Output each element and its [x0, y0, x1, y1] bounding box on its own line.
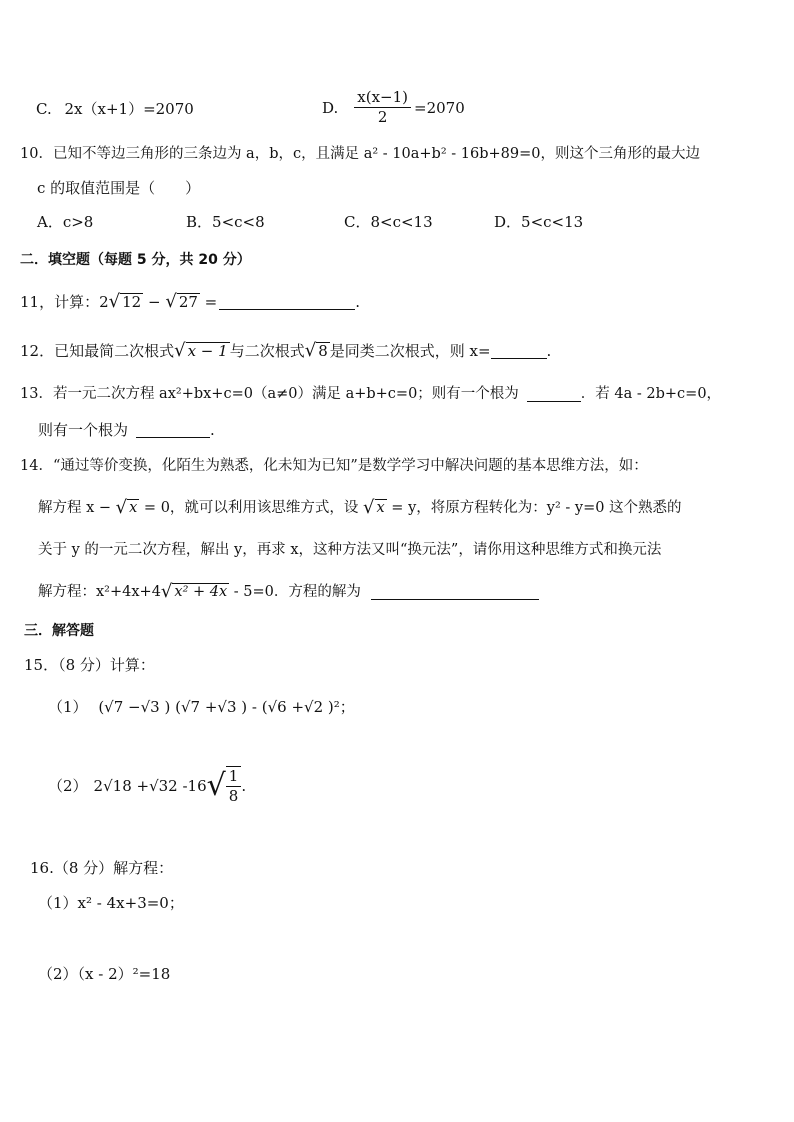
q14-line2-a: 解方程 x − [38, 500, 116, 516]
q14-line2-c: = y，将原方程转化为：y² - y=0 这个熟悉的 [386, 500, 682, 516]
q14-line4-b: - 5=0．方程的解为 [229, 584, 361, 600]
q12-end: . [546, 342, 552, 360]
q15-part2-expr: 2√18 +√32 -16 [93, 777, 207, 795]
q12-radicand-1: x − 1 [187, 342, 228, 360]
q9-option-d-denominator: 2 [377, 108, 388, 126]
q11-end: . [355, 293, 361, 311]
q14-line2-radical-1: √ x [115, 497, 138, 518]
q10-option-c: C．8<c<13 [344, 213, 433, 231]
q14-line2-radical-2: √ x [363, 497, 385, 518]
q10-option-a: A．c>8 [37, 213, 94, 231]
q13-line2-end: . [210, 421, 215, 439]
q10-option-d: D．5<c<13 [494, 213, 584, 231]
q9-option-d [322, 88, 465, 127]
q9-option-c-label: C. [36, 100, 52, 118]
q14-answer-blank[interactable] [371, 585, 539, 600]
q9-option-d-numerator: x(x−1) [354, 88, 411, 108]
q11-prefix: 11，计算： [20, 293, 100, 311]
q9-option-c [36, 99, 194, 119]
q11 [20, 292, 360, 312]
q14-line1: 14．“通过等价变换，化陌生为熟悉，化未知为已知”是数学学习中解决问题的基本思维方法，如： [20, 458, 648, 474]
q14-line4-radicand: x² + 4x [174, 584, 228, 600]
q10-line2: c 的取值范围是（ ） [37, 179, 201, 197]
q11-coef: 2 [99, 293, 109, 311]
q14-line2-radicand-1: x [129, 500, 138, 516]
q10-option-b: B．5<c<8 [186, 213, 265, 231]
section-2-heading: 二．填空题（每题 5 分，共 20 分） [20, 252, 251, 268]
q13-line1-text: 13．若一元二次方程 ax²+bx+c=0（a≠0）满足 a+b+c=0；则有一个根为 [20, 386, 519, 402]
q13-line1-tail: ．若 4a - 2b+c=0， [580, 386, 722, 402]
q11-radicand-1: 12 [122, 293, 142, 311]
q11-radical-1: √ 12 [108, 291, 142, 312]
q14-line2-b: = 0，就可以利用该思维方式，设 [139, 500, 364, 516]
q14-line4-a: 解方程：x²+4x+4 [38, 584, 161, 600]
q15-part2 [48, 766, 246, 806]
q12 [20, 341, 551, 361]
q12-radical-2: √ 8 [304, 340, 328, 361]
q11-minus: − [143, 293, 166, 311]
q11-answer-blank[interactable] [219, 295, 355, 310]
q15-title: 15．（8 分）计算： [24, 656, 155, 674]
q9-option-d-fraction [354, 88, 411, 127]
q14-line2 [38, 498, 682, 518]
q15-part1-expr: (√7 −√3 ) (√7 +√3 ) - (√6 +√2 )²； [98, 698, 355, 716]
q13-line2-text: 则有一个根为 [38, 421, 129, 439]
q12-answer-blank[interactable] [491, 344, 547, 359]
q14-line3: 关于 y 的一元二次方程，解出 y，再求 x，这种方法又叫“换元法”，请你用这种思维方式和换元法 [38, 542, 662, 558]
q11-radical-2: √ 27 [165, 291, 198, 312]
q15-part2-denominator: 8 [228, 787, 239, 805]
q16-part1: （1）x² - 4x+3=0； [38, 894, 184, 912]
q13-line2 [38, 420, 215, 440]
q14-line4 [38, 582, 539, 602]
q11-equals: = [199, 293, 218, 311]
q9-option-d-rhs: =2070 [414, 98, 465, 117]
q15-part2-label: （2） [48, 777, 88, 795]
q14-line2-radicand-2: x [376, 500, 385, 516]
q10-line1: 10．已知不等边三角形的三条边为 a，b，c，且满足 a² - 10a+b² - 16b+89=0，则这个三角形的最大边 [20, 146, 700, 162]
q16-part2: （2）（x - 2）²=18 [38, 965, 171, 983]
q12-radical-1: √ x − 1 [174, 340, 228, 361]
q15-part2-fraction [226, 766, 242, 806]
q15-part2-end: . [241, 777, 247, 795]
q12-prefix: 12．已知最简二次根式 [20, 342, 175, 360]
q14-line4-radical: √ x² + 4x [160, 581, 228, 602]
q15-part1-label: （1） [48, 698, 88, 716]
q13-answer-blank-1[interactable] [527, 387, 581, 402]
q12-suffix: 是同类二次根式，则 x= [329, 342, 491, 360]
q12-radicand-2: 8 [318, 342, 328, 360]
q9-option-d-label: D. [322, 98, 339, 117]
q11-radicand-2: 27 [178, 293, 198, 311]
q12-mid: 与二次根式 [229, 342, 305, 360]
q16-title: 16.（8 分）解方程： [30, 859, 174, 877]
q13-answer-blank-2[interactable] [136, 423, 210, 438]
q9-option-c-text: 2x（x+1）=2070 [64, 100, 194, 118]
q15-part2-radical: √ $\frac{1}{8}$ [207, 766, 242, 806]
q13-line1 [20, 384, 721, 404]
q15-part2-numerator: 1 [226, 767, 242, 787]
q15-part1 [48, 697, 355, 717]
section-3-heading: 三．解答题 [24, 623, 94, 639]
